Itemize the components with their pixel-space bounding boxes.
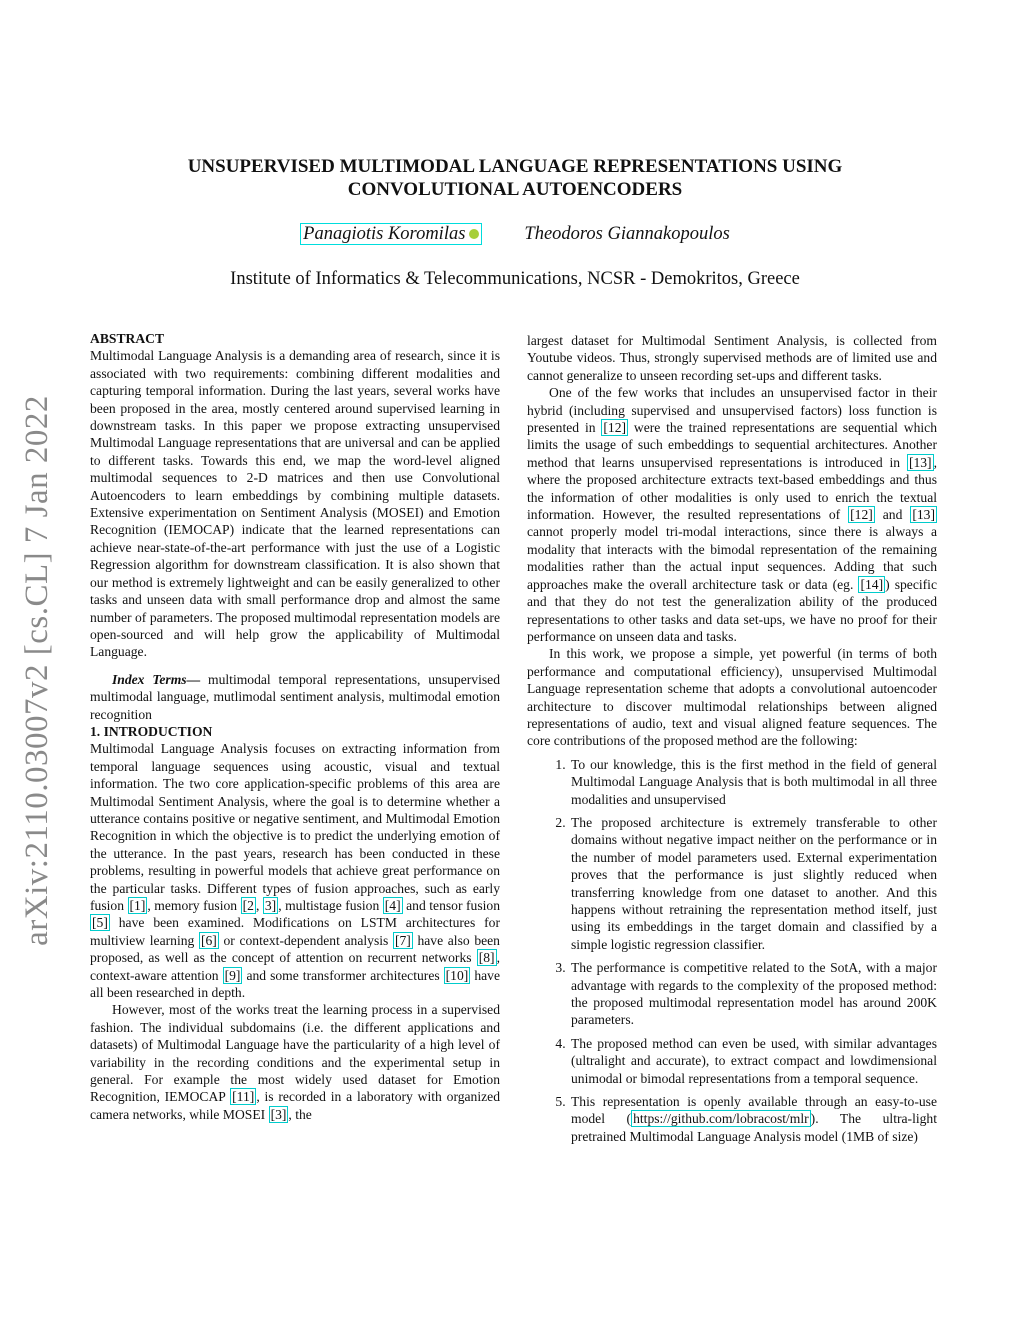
citation-link[interactable]: 3] bbox=[264, 898, 277, 913]
abstract-heading: ABSTRACT bbox=[90, 331, 165, 346]
text-run: , the bbox=[288, 1106, 312, 1122]
text-run: ). The ultra-light pretrained Multimodal Language Analysis model (1MB of size) bbox=[571, 1111, 937, 1144]
text-run: ) specific and that they do not test the generalization ability of the produced representations to other tasks and data set-ups, we have no proof for their performance on unseen data and tasks. bbox=[527, 576, 937, 644]
text-run: , memory fusion bbox=[147, 898, 241, 913]
text-run: and tensor fusion bbox=[402, 898, 501, 913]
citation-link[interactable]: [9] bbox=[224, 967, 241, 983]
introduction-heading: 1. INTRODUCTION bbox=[90, 723, 213, 739]
citation-link[interactable]: [13] bbox=[908, 454, 932, 470]
citation-link[interactable]: [1] bbox=[129, 898, 146, 913]
left-column bbox=[90, 330, 500, 1123]
text-run: , context-aware attention bbox=[90, 950, 500, 983]
citation-link[interactable]: [8] bbox=[478, 950, 495, 966]
index-terms-label: Index Terms— bbox=[112, 671, 201, 687]
text-run: , bbox=[255, 898, 263, 913]
author-affiliation: Institute of Informatics & Telecommunications, NCSR - Demokritos, Greece bbox=[230, 269, 800, 289]
intro-paragraph-3: largest dataset for Multimodal Sentiment Analysis, is collected from Youtube videos. Thus, strongly supervised methods are of limited use and cannot generalize to unseen recording set-ups and different tasks. bbox=[527, 333, 937, 383]
citation-link[interactable]: [12] bbox=[603, 420, 627, 436]
title-line-2: CONVOLUTIONAL AUTOENCODERS bbox=[347, 179, 683, 200]
text-run: cannot properly model tri-modal interactions, since there is always a modality that interacts with the bimodal representation of the remaining modalities rather than the actual input sequences. Adding that such approaches make the overall architecture task or data (eg. bbox=[527, 524, 937, 592]
citation-link[interactable]: [5] bbox=[92, 915, 108, 931]
citation-link[interactable]: [3] bbox=[270, 1106, 287, 1122]
citation-link[interactable]: [7] bbox=[394, 932, 411, 948]
text-run: , multistage fusion bbox=[278, 898, 383, 913]
text-run: , is recorded in a laboratory with organized camera networks, while MOSEI bbox=[90, 1089, 500, 1122]
text-run: have been examined. Modifications on LSTM architectures for multiview learning bbox=[90, 915, 500, 948]
citation-link[interactable]: [11] bbox=[232, 1089, 255, 1105]
arxiv-identifier-stamp bbox=[8, 375, 66, 965]
contributions-list bbox=[527, 756, 937, 1146]
intro-paragraph-5: In this work, we propose a simple, yet powerful (in terms of both performance and computational efficiency), unsupervised Multimodal Language representation scheme that adopts a convolutional autoencoder architecture to discover multimodal relationships between aligned representations of audio, text and visual aligned feature sequences. The core contributions of the proposed method are the following: bbox=[527, 646, 937, 749]
citation-link[interactable]: [14] bbox=[860, 576, 884, 592]
text-run: have all been researched in depth. bbox=[90, 967, 500, 1001]
text-run: have also been proposed, as well as the concept of attention on recurrent networks bbox=[90, 932, 500, 966]
author-link-koromilas[interactable] bbox=[300, 223, 482, 245]
contribution-item-2: 2. The proposed architecture is extremely transferable to other domains without negative impact neither on the performance or in the number of model parameters used. External experimentation proves that the performance is just slightly reduced when transferring knowledge from one dataset to another. And this happens without retraining the representation method itself, just using its embeddings in the target domain and classified by a simple logistic regression classifier. bbox=[569, 814, 937, 953]
intro-paragraph-2 bbox=[90, 1001, 500, 1123]
text-run: were the trained representations are sequential which limits the usage of such embeddings to sequential architectures. Another method that learns unsupervised representations is introduced in bbox=[527, 420, 937, 470]
text-run: and bbox=[874, 507, 911, 523]
orcid-icon[interactable] bbox=[469, 229, 479, 239]
citation-link[interactable]: [6] bbox=[200, 932, 217, 948]
author-name-giannakopoulos: Theodoros Giannakopoulos bbox=[524, 224, 730, 244]
citation-link[interactable]: [2 bbox=[242, 898, 254, 913]
citation-link[interactable]: [4] bbox=[384, 898, 401, 913]
paper-title bbox=[90, 155, 940, 201]
contribution-item-3: 3. The performance is competitive related to the SotA, with a major advantage with regards to the complexity of the proposed method: the proposed multimodal representation model has around 200K parameters. bbox=[569, 959, 937, 1029]
text-run: or context-dependent analysis bbox=[218, 932, 393, 948]
contribution-item-4: 4. The proposed method can even be used, with similar advantages (ultralight and accurate), to extract compact and lowdimensional unimodal or bimodal representations from a temporal sequence. bbox=[569, 1035, 937, 1087]
abstract-text: Multimodal Language Analysis is a demanding area of research, since it is associated with two requirements: combining different modalities and capturing temporal information. During the last years, several works have been proposed in the area, mostly centered around supervised learning in downstream tasks. In this paper we propose extracting unsupervised Multimodal Language representations that are universal and can be applied to different tasks. Towards this end, we map the word-level aligned multimodal sequences to 2-D matrices and then use Convolutional Autoencoders to learn embeddings by combining multiple datasets. Extensive experimentation on Sentiment Analysis (MOSEI) and Emotion Recognition (IEMOCAP) indicate that the learned representations can achieve near-state-of-the-art performance with just the use of a Logistic Regression algorithm for downstream classification. It is also shown that our method is extremely lightweight and can be easily generalized to other tasks and unseen data with small performance drop and almost the same number of parameters. The proposed multimodal representation models are open-sourced and will help grow the applicability of Multimodal Language. bbox=[90, 348, 500, 660]
text-run: This representation is openly available through an easy-to-use model ( bbox=[571, 1094, 937, 1127]
intro-paragraph-1 bbox=[90, 740, 500, 1001]
right-column bbox=[527, 332, 937, 1151]
text-run: However, most of the works treat the learning process in a supervised fashion. The individual subdomains (i.e. the different applications and datasets) of Multimodal Language have the particularity of a high level of variability in the recording conditions and the experimental setup in general. For example the most widely used dataset for Emotion Recognition, IEMOCAP bbox=[90, 1002, 500, 1105]
text-run: Multimodal Language Analysis focuses on extracting information from temporal language sequences using acoustic, visual and textual information. The two core application-specific problems of this area are Multimodal Sentiment Analysis, where the goal is to determine whether a utterance contains positive or negative sentiment, and Multimodal Emotion Recognition in which the objective is to predict the underlying emotion of the utterance. In the past years, research has been conducted in these problems, resulting in powerful models that achieve great performance on the particular tasks. Different types of fusion approaches, such as early fusion bbox=[90, 741, 500, 913]
index-terms-text: multimodal temporal representations, unsupervised multimodal language, mutlimodal sentiment analysis, multimodal emotion recognition bbox=[90, 671, 500, 722]
arxiv-stamp-text: arXiv:2110.03007v2 [cs.CL] 7 Jan 2022 bbox=[18, 394, 55, 946]
title-line-1: UNSUPERVISED MULTIMODAL LANGUAGE REPRESENTATIONS USING bbox=[187, 156, 843, 177]
text-run: and some transformer architectures bbox=[242, 967, 444, 983]
citation-link[interactable]: [12] bbox=[850, 507, 873, 523]
contribution-item-1: 1. To our knowledge, this is the first method in the field of general Multimodal Language Analysis that is both multimodal in all three modalities and unsupervised bbox=[569, 756, 937, 808]
citation-link[interactable]: [10] bbox=[445, 967, 469, 983]
github-url-link[interactable]: https://github.com/lobracost/mlr bbox=[633, 1111, 809, 1127]
citation-link[interactable]: [13] bbox=[912, 507, 935, 523]
intro-paragraph-4 bbox=[527, 384, 937, 645]
author-name: Panagiotis Koromilas bbox=[303, 224, 466, 244]
index-terms bbox=[90, 671, 500, 723]
author-list bbox=[90, 222, 940, 246]
text-run: , where the proposed architecture extracts text-based embeddings and thus the information of other modalities is only used to enrich the textual information. However, the resulted representations of bbox=[527, 454, 937, 523]
contribution-item-5 bbox=[569, 1093, 937, 1145]
text-run: One of the few works that includes an unsupervised factor in their hybrid (including supervised and unsupervised factors) loss function is presented in bbox=[527, 385, 937, 436]
